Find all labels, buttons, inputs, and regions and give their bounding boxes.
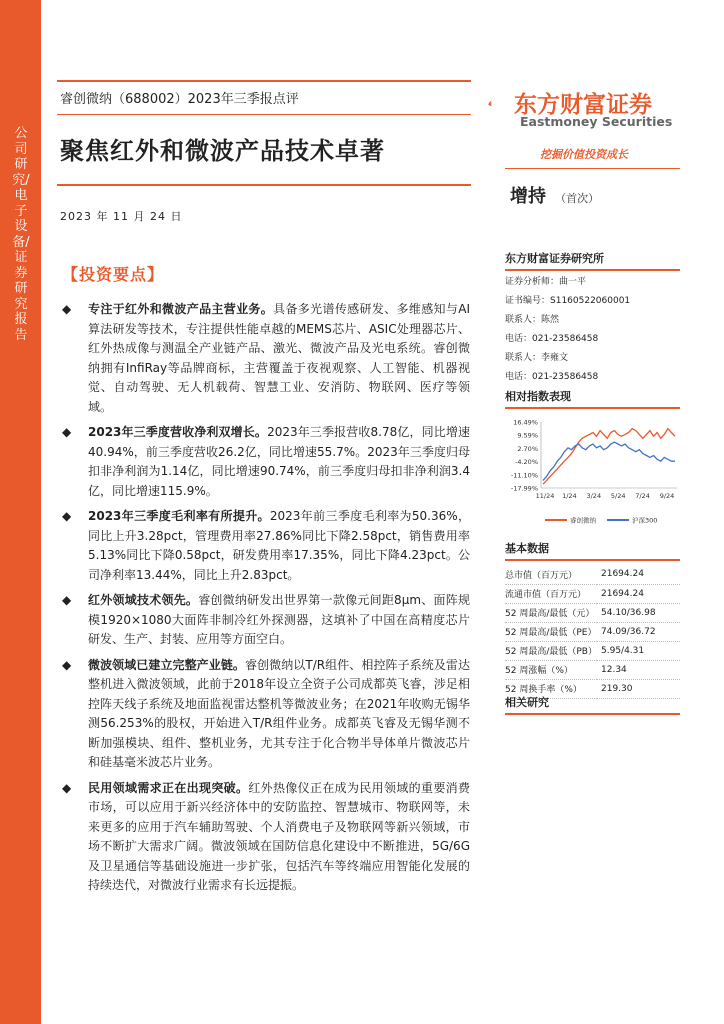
row-label: 52 周涨幅（%） xyxy=(505,660,597,679)
row-value: 74.09/36.72 xyxy=(597,622,680,641)
y-tick-label: -17.99% xyxy=(510,484,538,493)
page-title: 聚焦红外和微波产品技术卓著 xyxy=(60,137,385,165)
legend-label: 沪深300 xyxy=(632,516,658,525)
rating-sub: （首次） xyxy=(555,192,600,205)
table-row xyxy=(505,603,680,622)
bullet-bold: 2023年三季度营收净利双增长。 xyxy=(88,425,268,439)
report-date: 2023 年 11 月 24 日 xyxy=(60,210,183,223)
bullet-text: 睿创微纳研发出世界第一款像元间距8μm、面阵规模1920×1080大面阵非制冷红外探测器，这填补了中国在高精度芯片研发、生产、封装、应用等方面空白。 xyxy=(88,593,470,646)
bullet-item xyxy=(62,507,470,585)
table-row xyxy=(505,660,680,679)
investment-heading: 【投资要点】 xyxy=(62,265,165,284)
related-section xyxy=(505,694,680,715)
diamond-icon: ◆ xyxy=(62,780,72,795)
y-tick-label: 2.70% xyxy=(517,444,538,453)
report-type: 睿创微纳（688002）2023年三季报点评 xyxy=(60,92,299,107)
header-mid-line xyxy=(57,114,471,115)
institute-line: 联系人：李雍文 xyxy=(505,353,569,363)
y-tick-label: 16.49% xyxy=(513,418,538,427)
brand-name-cn: 东方财富证券 xyxy=(514,92,652,118)
diamond-icon: ◆ xyxy=(62,302,72,316)
bullet-bold: 民用领域需求正在出现突破。 xyxy=(88,780,249,795)
chart-section xyxy=(505,388,680,409)
diamond-icon: ◆ xyxy=(62,509,72,523)
row-value: 12.34 xyxy=(597,660,680,679)
basic-data-table xyxy=(505,565,680,699)
table-row xyxy=(505,641,680,660)
institute-name: 东方财富证券研究所 xyxy=(505,250,680,271)
header-bottom-line xyxy=(57,184,471,186)
row-value: 21694.24 xyxy=(597,565,680,584)
sidebar-vertical-text: 公司研究/电子设备/证券研究报告 xyxy=(12,126,30,343)
basic-data-section xyxy=(505,540,680,699)
basic-data-title: 基本数据 xyxy=(505,540,680,561)
bullet-text: 具备多光谱传感研发、多维感知与AI算法研发等技术，专注提供性能卓越的MEMS芯片、ASIC处理器芯片、红外热成像与测温全产业链产品、激光、微波产品及光电系统。睿创微纳拥有InfiRay等品牌商标，主营覆盖于夜视观察、人工智能、机器视觉、自动驾驶、无人机载荷、智慧工业、安消防、物联网、医疗等领域。 xyxy=(88,302,470,414)
bullet-text: 2023年前三季度毛利率为50.36%，同比上升3.28pct，管理费用率27.86%同比下降2.58pct，销售费用率5.13%同比下降0.58pct，研发费用率17.35%，同比下降4.23pct。公司净利率13.44%，同比上升2.83pct。 xyxy=(88,509,471,582)
chart-section-title: 相对指数表现 xyxy=(505,388,680,409)
row-label: 52 周最高/最低（元） xyxy=(505,603,597,622)
bullet-bold: 专注于红外和微波产品主营业务。 xyxy=(88,302,274,316)
table-row xyxy=(505,622,680,641)
rating-main: 增持 xyxy=(510,186,546,207)
diamond-icon: ◆ xyxy=(62,657,72,672)
investment-bullets xyxy=(62,300,470,902)
bullet-item xyxy=(62,423,470,501)
row-label: 52 周最高/最低（PB） xyxy=(505,641,597,660)
institute-block xyxy=(505,250,680,387)
row-label: 52 周换手率（%） xyxy=(505,679,597,698)
x-tick-label: 3/24 xyxy=(586,492,602,500)
institute-line: 证书编号：S1160522060001 xyxy=(505,296,631,306)
bullet-text: 睿创微纳以T/R组件、相控阵子系统及雷达整机进入微波领域，此前于2018年设立全资子公司成都英飞睿，涉足相控阵天线子系统及地面监视雷达整机等微波业务；在2021年收购无锡华测56.253%的股权，开始进入T/R组件业务。成都英飞睿及无锡华测不断加强模块、组件、整机业务，尤其专注于化合物半导体单片微波芯片和硅基毫米波芯片业务。 xyxy=(88,657,470,769)
table-row xyxy=(505,565,680,584)
right-header-line xyxy=(505,168,680,169)
bullet-bold: 微波领域已建立完整产业链。 xyxy=(88,657,245,672)
diamond-icon: ◆ xyxy=(62,425,72,439)
x-tick-label: 9/24 xyxy=(659,492,675,500)
x-tick-label: 1/24 xyxy=(562,492,577,500)
bullet-item xyxy=(62,779,470,896)
y-tick-label: 9.59% xyxy=(517,431,538,440)
row-label: 流通市值（百万元） xyxy=(505,584,597,603)
bullet-bold: 红外领域技术领先。 xyxy=(88,593,199,607)
x-tick-label: 11/24 xyxy=(535,492,555,500)
row-value: 54.10/36.98 xyxy=(597,603,680,622)
institute-line: 电话：021-23586458 xyxy=(505,372,599,382)
bullet-item xyxy=(62,300,470,417)
bullet-item xyxy=(62,656,470,773)
diamond-icon: ◆ xyxy=(62,593,72,607)
row-label: 52 周最高/最低（PE） xyxy=(505,622,597,641)
related-title: 相关研究 xyxy=(505,694,680,715)
rating xyxy=(510,182,599,208)
bullet-bold: 2023年三季度毛利率有所提升。 xyxy=(88,509,270,523)
row-value: 219.30 xyxy=(597,679,680,698)
relative-index-chart xyxy=(505,416,680,532)
x-tick-label: 7/24 xyxy=(635,492,650,500)
brand-slogan: 挖掘价值投资成长 xyxy=(540,148,628,161)
bullet-item xyxy=(62,591,470,650)
bullet-text: 红外热像仪正在成为民用领域的重要消费市场，可以应用于新兴经济体中的安防监控、智慧城市、物联网等，未来更多的应用于汽车辅助驾驶、个人消费电子及物联网等新兴领域，市场不断扩大需求广阔。微波领域在国防信息化建设中不断推进，5G/6G及卫星通信等基础设施进一步扩张，包括汽车等终端应用智能化发展的持续迭代，对微波行业需求有长远提振。 xyxy=(88,780,470,892)
bullet-text: 2023年三季报营收8.78亿，同比增速40.94%，前三季度营收26.2亿，同比增速55.7%。2023年三季度归母扣非净利润为1.14亿，同比增速90.74%，前三季度归母扣非净利润3.4亿，同比增速115.9%。 xyxy=(88,425,471,498)
institute-line: 联系人：陈然 xyxy=(505,315,560,325)
row-value: 21694.24 xyxy=(597,584,680,603)
y-tick-label: -11.10% xyxy=(510,471,538,480)
row-value: 5.95/4.31 xyxy=(597,641,680,660)
eastmoney-logo-icon xyxy=(488,84,516,124)
institute-line: 证券分析师：曲一平 xyxy=(505,277,587,287)
legend-label: 睿创微纳 xyxy=(570,516,596,525)
x-tick-label: 5/24 xyxy=(610,492,626,500)
table-row xyxy=(505,584,680,603)
header-top-line xyxy=(57,80,471,82)
series-line xyxy=(543,442,675,480)
institute-line: 电话：021-23586458 xyxy=(505,334,599,344)
brand-name-en: Eastmoney Securities xyxy=(520,114,673,129)
row-label: 总市值（百万元） xyxy=(505,565,597,584)
y-tick-label: -4.20% xyxy=(515,458,538,467)
